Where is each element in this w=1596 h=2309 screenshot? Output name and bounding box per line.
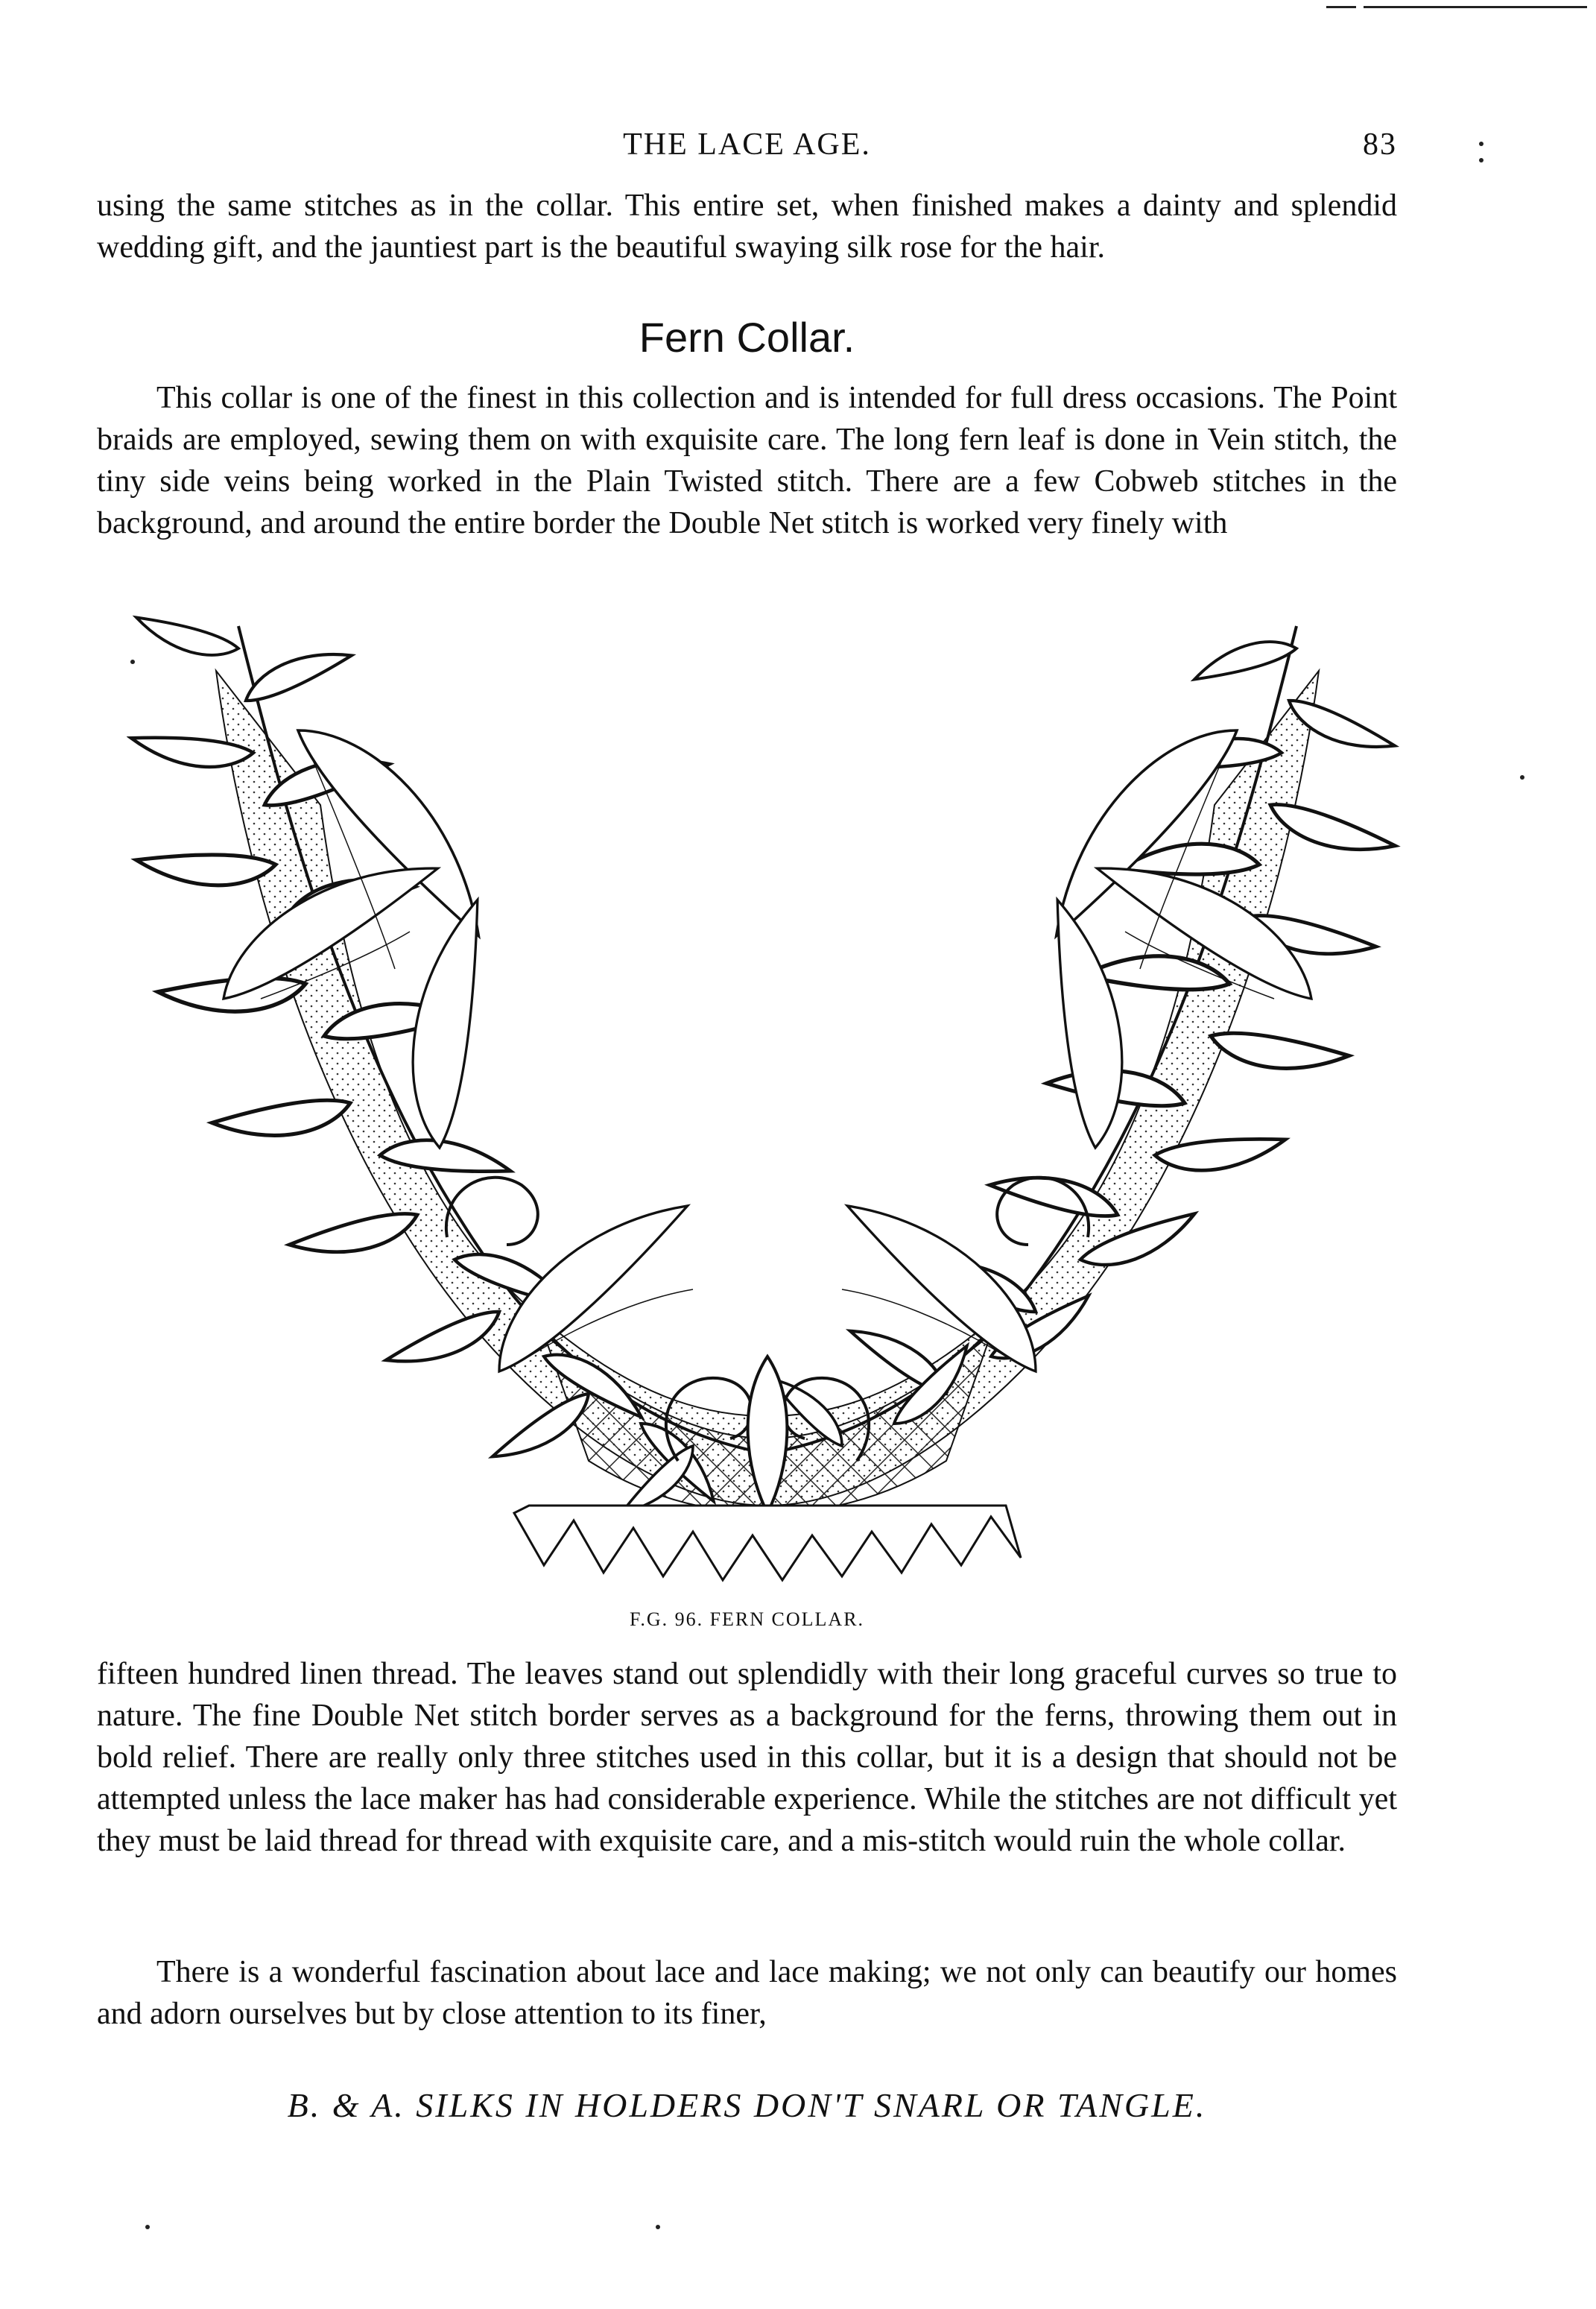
running-title: THE LACE AGE. [623,127,871,162]
footer-advertisement: B. & A. SILKS IN HOLDERS DON'T SNARL OR TANGLE. [287,2086,1207,2124]
continuation-paragraph: fifteen hundred linen thread. The leaves stand out splendidly with their long graceful curves so true to nature. The fine Double Net stitch border serves as a background for the ferns, throwing them out in bold relief. There are really only three stitches used in this collar, but it is a design that should not be attempted unless the lace maker has had considerable experience. While the stitches are not difficult yet they must be laid thread for thread with exquisite care, and a mis-stitch would ruin the whole collar. [97,1657,1397,1858]
scan-speck [130,660,135,664]
scan-speck [1479,158,1483,162]
scan-mark [1326,6,1356,8]
figure-caption: F.G. 96. FERN COLLAR. [629,1608,865,1630]
fern-description-paragraph: This collar is one of the finest in this collection and is intended for full dress occasions. The Point braids are employed, sewing them on with exquisite care. The long fern leaf is done in Vein stitch, the tiny side veins being worked in the Plain Twisted stitch. There are a few Cobweb stitches in the background, and around the entire border the Double Net stitch is worked very finely with [97,381,1397,540]
intro-paragraph: using the same stitches as in the collar. This entire set, when finished makes a dainty and splendid wedding gift, and the jauntiest part is the beautiful swaying silk rose for the hair. [97,189,1397,265]
section-heading: Fern Collar. [639,314,855,361]
scan-speck [145,2225,150,2229]
scan-speck [656,2225,660,2229]
page-header [97,127,1397,171]
closing-paragraph: There is a wonderful fascination about lace and lace making; we not only can beautify our homes and adorn ourselves but by close attention to its finer, [97,1955,1397,2031]
scan-rule [1364,6,1587,8]
scan-speck [1479,142,1483,146]
fern-collar-illustration [127,581,1408,1595]
page-number: 83 [1363,127,1397,162]
scan-speck [1520,775,1524,780]
